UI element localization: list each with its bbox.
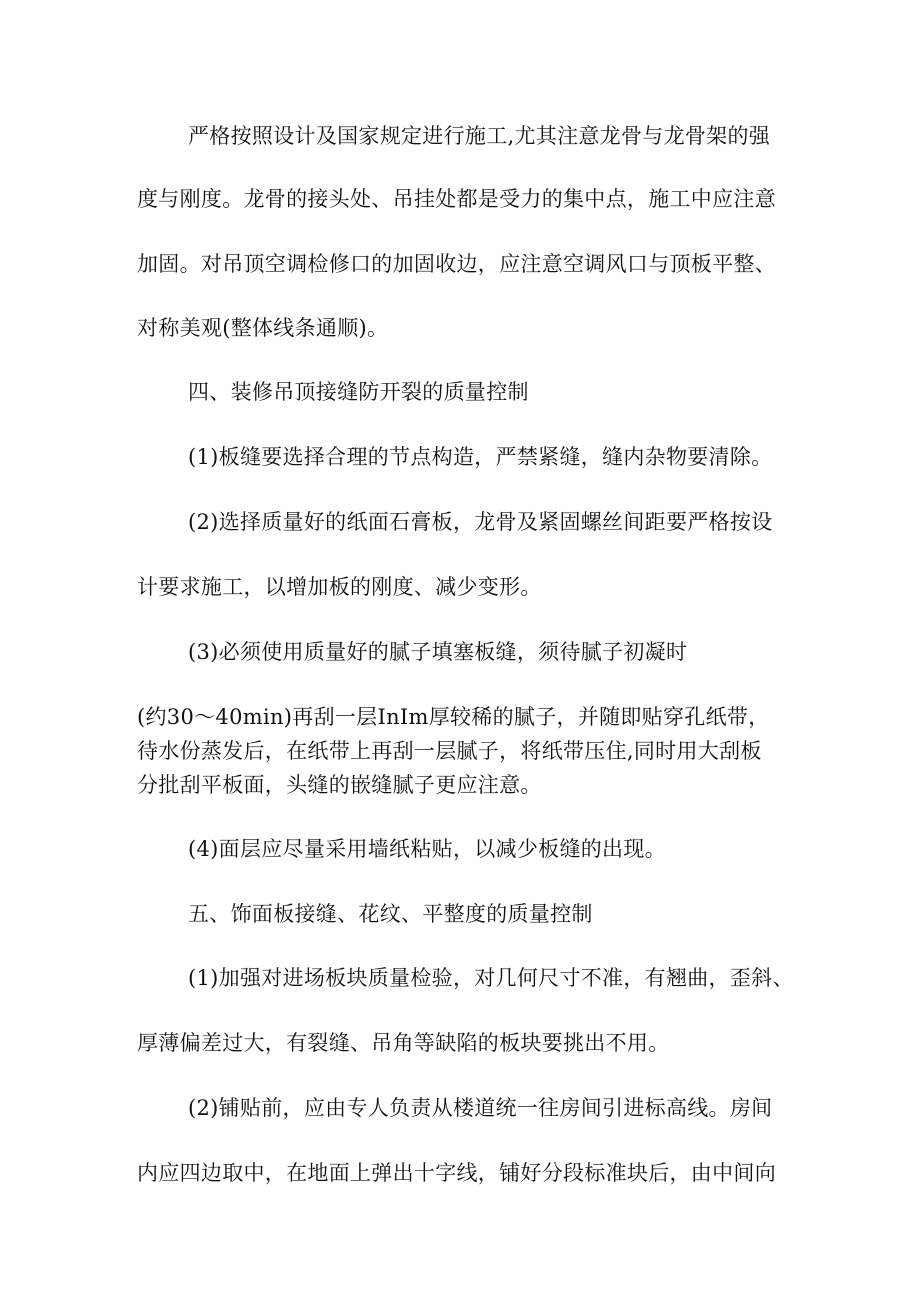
paragraph-line: (1)加强对进场板块质量检验，对几何尺寸不准，有翘曲，歪斜、 — [188, 966, 794, 990]
paragraph-line: 待水份蒸发后，在纸带上再刮一层腻子，将纸带压住,同时用大刮板 — [137, 739, 762, 763]
paragraph-line: 厚薄偏差过大，有裂缝、吊角等缺陷的板块要挑出不用。 — [137, 1031, 670, 1055]
paragraph-line: (4)面层应尽量采用墙纸粘贴，以减少板缝的出现。 — [188, 837, 666, 861]
paragraph-line: 严格按照设计及国家规定进行施工,尤其注意龙骨与龙骨架的强 — [188, 124, 771, 148]
paragraph-line: (约30～40min)再刮一层InIm厚较稀的腻子，并随即贴穿孔纸带， — [137, 705, 770, 729]
section-heading: 四、装修吊顶接缝防开裂的质量控制 — [188, 380, 529, 404]
paragraph-line: (2)选择质量好的纸面石膏板，龙骨及紧固螺丝间距要严格按设 — [188, 510, 773, 534]
section-heading: 五、饰面板接缝、花纹、平整度的质量控制 — [188, 902, 593, 926]
paragraph-line: 对称美观(整体线条通顺)。 — [137, 316, 389, 340]
paragraph-line: 分批刮平板面，头缝的嵌缝腻子更应注意。 — [137, 773, 542, 797]
paragraph-line: (1)板缝要选择合理的节点构造，严禁紧缝，缝内杂物要清除。 — [188, 445, 773, 469]
paragraph-line: (2)铺贴前，应由专人负责从楼道统一往房间引进标高线。房间 — [188, 1096, 773, 1120]
paragraph-line: (3)必须使用质量好的腻子填塞板缝，须待腻子初凝时 — [188, 640, 688, 664]
paragraph-line: 计要求施工，以增加板的刚度、减少变形。 — [137, 575, 542, 599]
paragraph-line: 度与刚度。龙骨的接头处、吊挂处都是受力的集中点，施工中应注意 — [137, 187, 776, 211]
paragraph-line: 内应四边取中，在地面上弹出十字线，铺好分段标准块后，由中间向 — [137, 1161, 776, 1185]
paragraph-line: 加固。对吊顶空调检修口的加固收边，应注意空调风口与顶板平整、 — [137, 252, 776, 276]
